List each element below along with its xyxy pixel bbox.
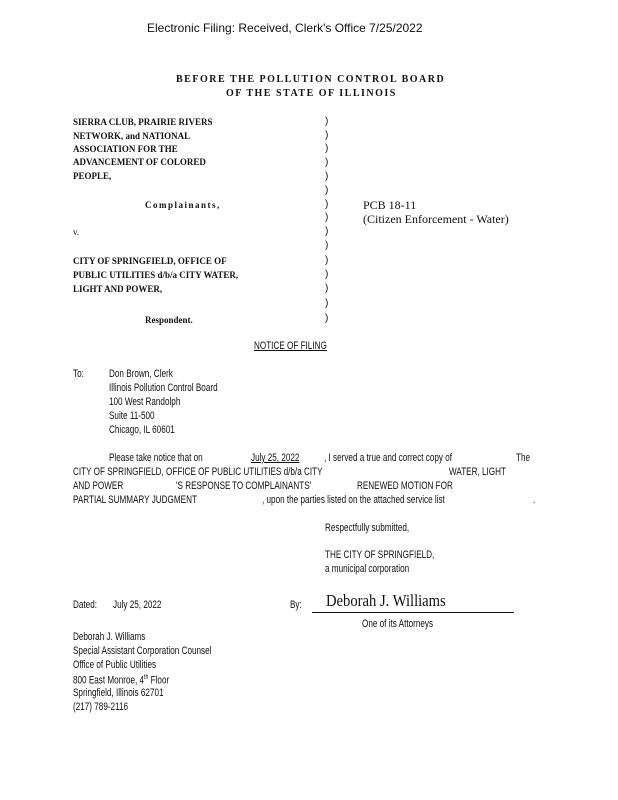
signature: Deborah J. Williams [326, 591, 446, 610]
attorney-phone: (217) 789-2116 [73, 701, 129, 713]
document-title: PARTIAL SUMMARY JUDGMENT [73, 494, 197, 506]
attorney-city: Springfield, Illinois 62701 [73, 687, 164, 699]
respondent-label: Respondent. [145, 315, 193, 325]
caption-paren: ) [325, 143, 329, 154]
addressee-line: Illinois Pollution Control Board [109, 382, 218, 394]
to-label: To: [73, 368, 84, 380]
addressee-line: 100 West Randolph [109, 396, 181, 408]
document-title: WATER, LIGHT [449, 466, 506, 478]
body-text: . [533, 494, 536, 506]
closing: Respectfully submitted, [325, 522, 410, 534]
complainant-line: PEOPLE, [73, 171, 112, 181]
caption-paren: ) [325, 157, 329, 168]
document-title: AND POWER [73, 480, 124, 492]
document-title: RENEWED MOTION FOR [357, 480, 453, 492]
caption-paren: ) [325, 226, 329, 237]
dated-value: July 25, 2022 [113, 599, 162, 611]
caption-paren: ) [325, 212, 329, 223]
document-title: TO COMPLAINANTS' [232, 480, 312, 492]
body-text: , I served a true and correct copy of [324, 452, 453, 464]
by-label: By: [290, 599, 302, 611]
caption-paren: ) [325, 240, 329, 251]
versus-label: v. [73, 227, 80, 237]
addressee-line: Don Brown, Clerk [109, 368, 173, 380]
complainant-line: ADVANCEMENT OF COLORED [73, 157, 206, 167]
respondent-line: LIGHT AND POWER, [73, 284, 163, 294]
document-title: CITY OF SPRINGFIELD, OFFICE OF PUBLIC UTILITIES d/b/a CITY [73, 466, 323, 478]
filing-stamp: Electronic Filing: Received, Clerk's Office 7/25/2022 [147, 21, 423, 35]
board-title: BEFORE THE POLLUTION CONTROL BOARD [176, 74, 446, 85]
caption-paren: ) [325, 269, 329, 280]
complainant-line: ASSOCIATION FOR THE [73, 144, 178, 154]
case-number: PCB 18-11 [363, 198, 417, 212]
notice-title: NOTICE OF FILING [254, 340, 327, 352]
respondent-line: CITY OF SPRINGFIELD, OFFICE OF [73, 256, 227, 266]
case-type: (Citizen Enforcement - Water) [363, 212, 509, 226]
caption-paren: ) [325, 130, 329, 141]
floor-suffix: th [144, 674, 149, 681]
addressee-line: Chicago, IL 60601 [109, 424, 175, 436]
attorney-title: Special Assistant Corporation Counsel [73, 645, 212, 657]
caption-paren: ) [325, 283, 329, 294]
document-title: The [516, 452, 531, 464]
signature-line [312, 612, 514, 613]
board-subtitle: OF THE STATE OF ILLINOIS [226, 88, 397, 99]
attorney-office: Office of Public Utilities [73, 659, 157, 671]
entity-type: a municipal corporation [325, 563, 410, 575]
respondent-line: PUBLIC UTILITIES d/b/a CITY WATER, [73, 270, 239, 280]
address-street: 800 East Monroe, 4 [73, 674, 145, 687]
caption-paren: ) [325, 255, 329, 266]
dated-label: Dated: [73, 599, 97, 611]
attorney-name: Deborah J. Williams [73, 631, 146, 643]
signer-role: One of its Attorneys [362, 618, 434, 630]
caption-paren: ) [325, 298, 329, 309]
caption-paren: ) [325, 199, 329, 210]
document-title: 'S RESPONSE [176, 480, 231, 492]
service-date: July 25, 2022 [251, 452, 300, 464]
complainants-label: Complainants, [145, 200, 221, 210]
complainant-line: SIERRA CLUB, PRAIRIE RIVERS [73, 117, 213, 127]
body-text: Please take notice that on [109, 452, 203, 464]
complainant-line: NETWORK, and NATIONAL [73, 131, 191, 141]
attorney-address [73, 674, 169, 687]
address-floor: Floor [150, 674, 170, 687]
entity-name: THE CITY OF SPRINGFIELD, [325, 549, 435, 561]
caption-paren: ) [325, 185, 329, 196]
caption-paren: ) [325, 116, 329, 127]
addressee-line: Suite 11-500 [109, 410, 155, 422]
body-text: , upon the parties listed on the attached service list [262, 494, 445, 506]
caption-paren: ) [325, 171, 329, 182]
caption-paren: ) [325, 313, 329, 324]
